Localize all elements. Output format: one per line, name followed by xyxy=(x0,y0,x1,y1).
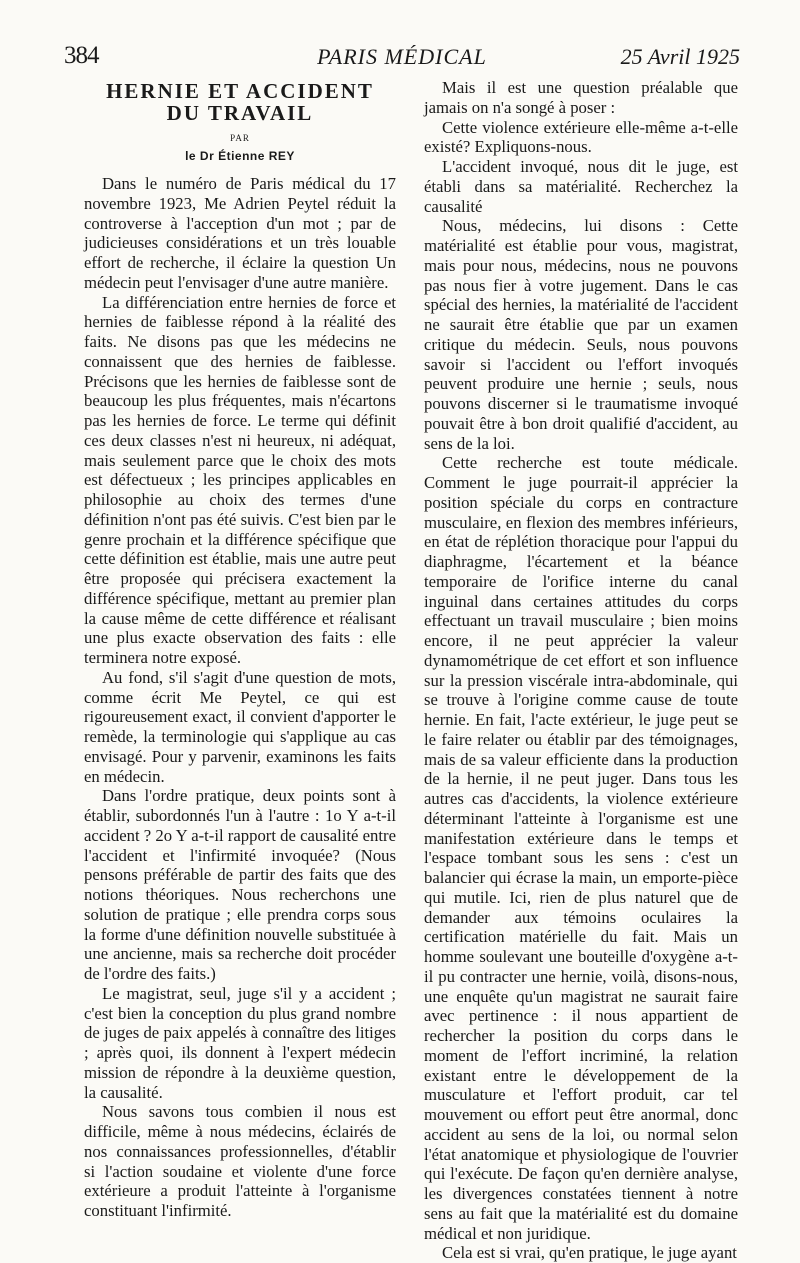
byline-par: PAR xyxy=(230,133,250,143)
paragraph: Mais il est une question préalable que jamais on n'a songé à poser : xyxy=(424,78,738,117)
right-column xyxy=(424,78,738,1263)
article-title-line-2: DU TRAVAIL xyxy=(166,101,314,125)
paragraph: Dans l'ordre pratique, deux points sont à établir, subordonnés l'un à l'autre : 1o Y a-t-il accident ? 2o Y a-t-il rapport de causalité entre l'accident et l'infirmité invoquée? (Nous pensons préférable de partir des faits que des notions théoriques. Nous recherchons une solution de pratique ; elle prendra corps sous la forme d'une définition nouvelle substituée à une ancienne, mais sa recherche doit procéder de l'ordre des faits.) xyxy=(84,786,396,983)
running-title: PARIS MÉDICAL xyxy=(317,44,487,69)
paragraph: Cette violence extérieure elle-même a-t-elle existé? Expliquons-nous. xyxy=(424,117,738,157)
paragraph: Dans le numéro de Paris médical du 17 novembre 1923, Me Adrien Peytel réduit la controverse à l'acception d'un mot ; par de judicieuses considérations et un très louable effort de recherche, il éclaire la question Un médecin peut l'envisager d'une autre manière. xyxy=(84,174,396,292)
paragraph: Nous savons tous combien il nous est difficile, même à nous médecins, éclairés de nos connaissances professionnelles, d'établir si l'action soudaine et violente d'une force extérieure a produit l'atteinte à l'organisme constituant l'infirmité. xyxy=(84,1102,396,1220)
page-header xyxy=(64,42,740,74)
paragraph: La différenciation entre hernies de force et hernies de faiblesse répond à la réalité des faits. Ne disons pas que les médecins ne connaissent que des hernies de faiblesse. Précisons que les hernies de faiblesse sont de beaucoup les plus fréquentes, mais n'écartons pas les hernies de force. Le terme qui définit ces deux classes n'est ni heureux, ni adéquat, mais seulement parce que le choix des mots est défectueux ; les principes applicables en philosophie au choix des termes d'une définition n'ont pas été suivis. C'est bien par le genre prochain et la différence spécifique que cette définition est établie, mais une autre peut être proposée qui précisera exactement la différence spécifique, mettant au premier plan la cause même de cette différence et réalisant une plus exacte observation des faits : elle terminera notre exposé. xyxy=(84,292,396,667)
left-column xyxy=(84,78,396,1221)
paragraph: Le magistrat, seul, juge s'il y a accident ; c'est bien la conception du plus grand nombre de juges de paix appelés à connaître des litiges ; après quoi, ils donnent à l'expert médecin mission de répondre à la deuxième question, la causalité. xyxy=(84,983,396,1102)
article-title xyxy=(84,80,396,124)
issue-date: 25 Avril 1925 xyxy=(620,44,740,69)
paragraph: Cette recherche est toute médicale. Comment le juge pourrait-il apprécier la position spéciale du corps en contracture musculaire, en flexion des membres inférieurs, en état de réplétion thoracique pour l'appui du diaphragme, l'écartement et la béance temporaire de l'orifice interne du canal inguinal dans certaines attitudes du corps effectuant un travail musculaire ; bien moins encore, il ne peut apprécier la valeur dynamométrique de cet effort et son influence sur la pression viscérale intra-abdominale, qui se trouve à l'origine comme cause de toute hernie. En fait, l'acte extérieur, le juge peut se le faire relater ou établir par des témoignages, mais de sa valeur efficiente dans la production de la hernie, il ne peut juger. Dans tous les autres cas d'accidents, la violence extérieure déterminant l'atteinte à l'organisme est une manifestation extérieure dans le temps et l'espace tombant sous les sens : c'est un balancier qui écrase la main, un emporte-pièce qui mutile. Ici, rien de plus naturel que de demander aux témoins oculaires la certification matérielle du fait. Mais un homme soulevant une bouteille d'oxygène a-t-il pu contracter une hernie, voilà, disons-nous, une enquête qu'un magistrat ne saurait faire avec pertinence : il nous appartient de rechercher la position du corps dans le moment de l'effort incriminé, la relation existant entre le développement de la musculature et l'effort produit, car tel mouvement ou effort peut être anormal, donc accident au sens de la loi, ou normal selon l'état anatomique et physiologique de l'ouvrier qui l'exécute. De façon qu'en dernière analyse, les divergences constatées tiennent à notre sens au fait que la matérialité est du domaine médical et non juridique. xyxy=(424,453,738,1243)
article-title-line-1: HERNIE ET ACCIDENT xyxy=(106,79,374,103)
paragraph: Au fond, s'il s'agit d'une question de mots, comme écrit Me Peytel, ce qui est rigoureusement exact, il convient d'apporter le remède, la terminologie qui s'applique au cas envisagé. Pour y parvenir, examinons les faits en médecin. xyxy=(84,667,396,786)
paragraph: L'accident invoqué, nous dit le juge, est établi dans sa matérialité. Recherchez la causalité xyxy=(424,157,738,216)
page-number: 384 xyxy=(64,42,99,69)
paragraph: Nous, médecins, lui disons : Cette matérialité est établie pour vous, magistrat, mais pour nous, médecins, nous ne pouvons pas nous fier à votre jugement. Dans le cas spécial des hernies, la matérialité de l'accident ne saurait être établie que par un examen critique du médecin. Seuls, nous pouvons savoir si l'accident ou l'effort invoqués peuvent produire une hernie ; seuls, nous pouvons discerner si le traumatisme invoqué pouvait être à bon droit qualifié d'accident, au sens de la loi. xyxy=(424,216,738,453)
paragraph: Cela est si vrai, qu'en pratique, le juge ayant xyxy=(442,1243,737,1263)
byline-author: le Dr Étienne REY xyxy=(185,149,295,163)
